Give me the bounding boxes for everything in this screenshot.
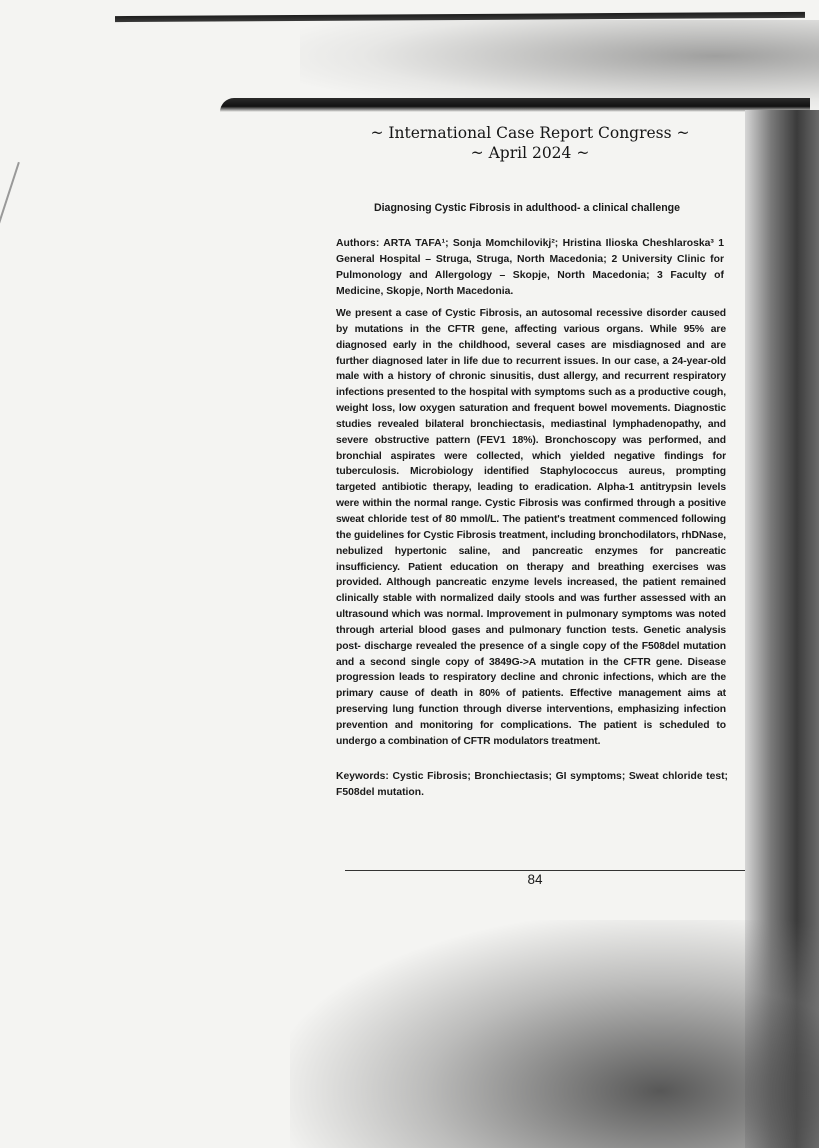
abstract-body: We present a case of Cystic Fibrosis, an autosomal recessive disorder caused by mutations in the CFTR gene, affecting various organs. While 95% are diagnosed early in the childhood, several cases are misdiagnosed and are further diagnosed later in life due to recurrent issues. In our case, a 24-year-old male with a history of chronic sinusitis, dust allergy, and recurrent respiratory infections presented to the hospital with symptoms such as a productive cough, weight loss, low oxygen saturation and frequent bowel movements. Diagnostic studies revealed bilateral bronchiectasis, mediastinal lymphadenopathy, and severe obstructive pattern (FEV1 18%). Bronchoscopy was performed, and bronchial aspirates were collected, which yielded negative findings for tuberculosis. Microbiology identified Staphylococcus aureus, prompting targeted antibiotic therapy, leading to eradication. Alpha-1 antitrypsin levels were within the normal range. Cystic Fibrosis was confirmed through a positive sweat chloride test of 80 mmol/L. The patient's treatment commenced following the guidelines for Cystic Fibrosis treatment, including bronchodilators, rhDNase, nebulized hypertonic saline, and pancreatic enzymes for pancreatic insufficiency. Patient education on therapy and breathing exercises was provided. Although pancreatic enzyme levels increased, the patient remained clinically stable with normalized daily stools and was further assessed with an ultrasound which was normal. Improvement in pulmonary symptoms was noted through arterial blood gases and pulmonary function tests. Genetic analysis post- discharge revealed the presence of a single copy of the F508del mutation and a second single copy of 3849G->A mutation in the CFTR gene. Disease progression leads to respiratory decline and chronic infections, which are the primary cause of death in 80% of patients. Effective management aims at preserving lung function through diverse interventions, emphasizing infection prevention and monitoring for complications. The patient is scheduled to undergo a combination of CFTR modulators treatment. — [336, 308, 726, 747]
footer-divider — [345, 870, 745, 871]
page-number: 84 — [527, 872, 543, 887]
keywords: Keywords: Cystic Fibrosis; Bronchiectasis; GI symptoms; Sweat chloride test; F508del mutation. — [336, 771, 728, 798]
congress-title: ~ International Case Report Congress ~ — [370, 124, 690, 142]
article-title: Diagnosing Cystic Fibrosis in adulthood- a clinical challenge — [373, 202, 681, 214]
congress-date: ~ April 2024 ~ — [470, 144, 590, 162]
authors-affiliations: Authors: ARTA TAFA¹; Sonja Momchilovikj²; Hristina Ilioska Cheshlaroska³ 1 General Hospital – Struga, Struga, North Macedonia; 2 University Clinic for Pulmonology and Allergology – Skopje, North Macedonia; 3 Faculty of Medicine, Skopje, North Macedonia. — [336, 238, 724, 298]
